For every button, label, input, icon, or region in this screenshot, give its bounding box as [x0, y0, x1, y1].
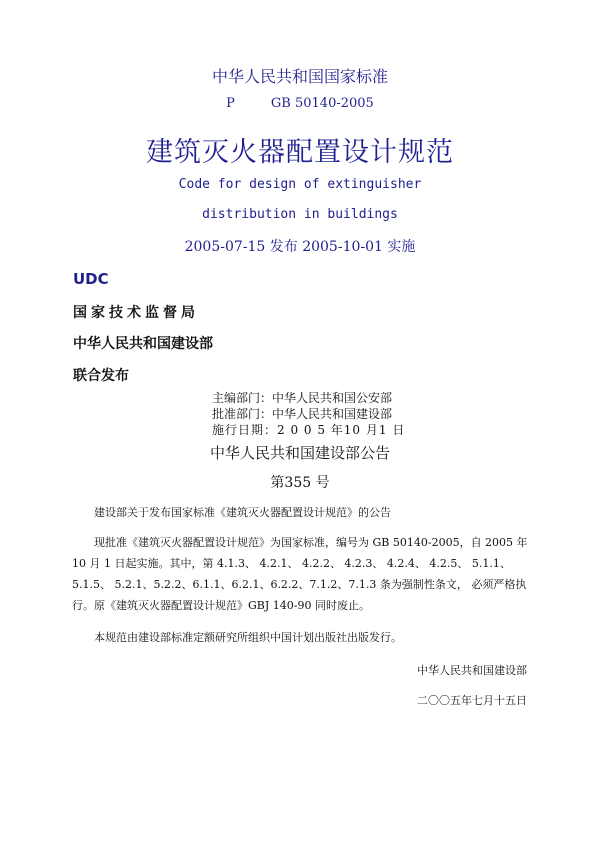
- approver-department: 批准部门：中华人民共和国建设部: [212, 407, 393, 421]
- notice-title: 中华人民共和国建设部公告: [209, 444, 390, 462]
- notice-number: 第355 号: [270, 475, 330, 491]
- signature-date: 二〇〇五年七月十五日: [417, 694, 527, 707]
- udc-label: UDC: [73, 270, 109, 288]
- publication-paragraph: 本规范由建设部标准定额研究所组织中国计划出版社出版发行。: [94, 631, 402, 644]
- signature-org: 中华人民共和国建设部: [417, 664, 527, 677]
- issue-effective-dates: 2005-07-15 发布 2005-10-01 实施: [184, 239, 416, 255]
- editor-department: 主编部门：中华人民共和国公安部: [212, 391, 393, 405]
- standard-code: GB 50140-2005: [270, 96, 374, 111]
- notice-subject-paragraph: 建设部关于发布国家标准《建筑灭火器配置设计规范》的公告: [94, 506, 391, 519]
- approval-paragraph: 现批准《建筑灭火器配置设计规范》为国家标准，编号为 GB 50140-2005，自 2005 年 10 月 1 日起实施。其中，第 4.1.3、 4.2.1、 4.2.2、 4.2.3、 4.2.4、 4.2.5、 5.1.1、5.1.5、 5.2.1、5.2.2、6.1.1、6.2.1、6.2.2、7.1.2、7.1.3 条为强制性条文， 必须严格执行。原《建筑灭火器配置设计规范》GBJ 140-90 同时废止。: [72, 536, 528, 612]
- effective-date: 施行日期：2 0 0 5 年10 月1 日: [212, 423, 406, 437]
- title-chinese: 建筑灭火器配置设计规范: [146, 137, 454, 168]
- issuer-ministry: 中华人民共和国建设部: [73, 336, 213, 352]
- code-prefix: P: [226, 96, 235, 111]
- joint-issue-label: 联合发布: [73, 368, 129, 384]
- standard-name: 中华人民共和国国家标准: [211, 67, 388, 86]
- title-english-line2: distribution in buildings: [202, 207, 398, 222]
- title-english-line1: Code for design of extinguisher: [178, 177, 422, 192]
- standard-code-line: [0, 96, 600, 111]
- issuer-supervision-bureau: 国家技术监督局: [73, 305, 199, 321]
